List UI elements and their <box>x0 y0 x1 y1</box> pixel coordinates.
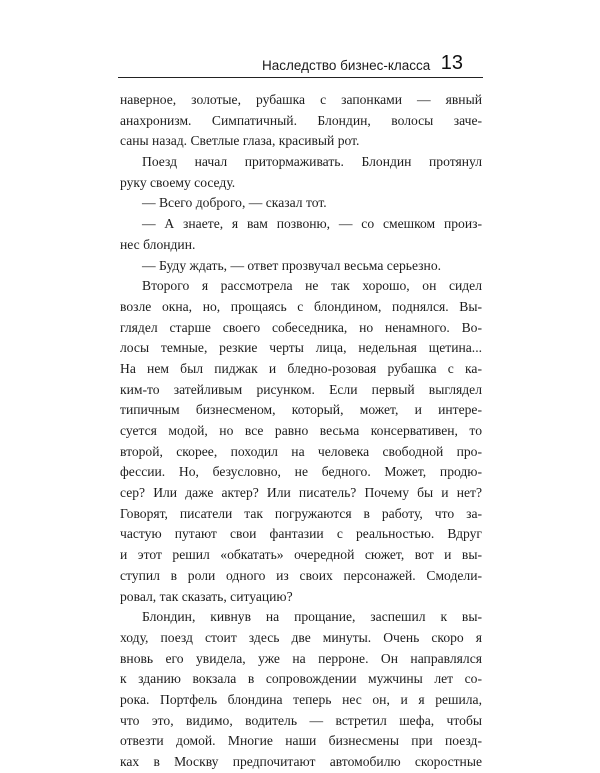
text-line: наверное, золотые, рубашка с запонками — явный <box>120 92 482 107</box>
header-rule <box>118 77 483 78</box>
text-line: ступил в роли одного из своих персонажей. Смодели- <box>120 567 482 583</box>
text-line: фессии. Но, безусловно, не бедного. Может, продю- <box>120 464 482 480</box>
text-line: отвезти домой. Многие наши бизнесмены при поезд- <box>120 733 482 749</box>
text-line: сер? Или даже актер? Или писатель? Почему бы и нет? <box>120 485 482 501</box>
text-line: Поезд начал притормаживать. Блондин протянул <box>142 154 482 170</box>
text-line: анахронизм. Симпатичный. Блондин, волосы заче- <box>120 112 482 128</box>
text-line: второй, скорее, походил на человека свободной про- <box>120 443 482 459</box>
text-line: типичным бизнесменом, который, может, и интере- <box>120 402 482 418</box>
text-line: Второго я рассмотрела не так хорошо, он сидел <box>142 278 482 294</box>
text-line: саны назад. Светлые глаза, красивый рот. <box>120 133 360 149</box>
text-line: лосы темные, резкие черты лица, недельная щетина... <box>120 340 482 356</box>
text-line: — Всего доброго, — сказал тот. <box>142 195 327 211</box>
text-line: — Буду ждать, — ответ прозвучал весьма серьезно. <box>142 257 442 273</box>
text-line: рока. Портфель блондина теперь нес он, и я решила, <box>120 691 482 707</box>
text-line: возле окна, но, прощаясь с блондином, поднялся. Вы- <box>120 298 482 314</box>
text-line: и этот решил «обкатать» очередной сюжет, вот и вы- <box>120 547 482 563</box>
body-text <box>120 90 482 773</box>
text-line: глядел старше своего собеседника, но ненамного. Во- <box>120 319 482 335</box>
text-line: Говорят, писатели так погружаются в работу, что за- <box>120 505 482 521</box>
text-line: что это, видимо, водитель — встретил шефа, чтобы <box>120 712 482 728</box>
text-line: ким-то затейливым рисунком. Если первый выглядел <box>120 381 482 397</box>
text-line: ровал, так сказать, ситуацию? <box>120 588 293 604</box>
text-line: На нем был пиджак и бледно-розовая рубашка с ка- <box>120 360 482 376</box>
text-line: вновь его увидела, уже на перроне. Он направлялся <box>120 650 482 666</box>
text-line: к зданию вокзала в сопровождении мужчины лет со- <box>120 671 482 687</box>
text-line: — А знаете, я вам позвоню, — со смешком произ- <box>142 216 482 232</box>
text-line: ходу, поезд стоит здесь две минуты. Очень скоро я <box>120 629 482 645</box>
text-line: нес блондин. <box>120 236 196 252</box>
page-number: 13 <box>440 52 463 74</box>
text-line: Блондин, кивнув на прощание, заспешил к вы- <box>142 609 482 625</box>
text-line: ках в Москву предпочитают автомобилю скоростные <box>120 754 482 769</box>
text-line: суется модой, но все равно весьма консервативен, то <box>120 423 482 438</box>
running-title: Наследство бизнес-класса <box>262 58 431 73</box>
text-line: частую путают свои фантазии с реальностью. Вдруг <box>120 526 482 542</box>
text-line: руку своему соседу. <box>120 174 236 190</box>
running-header <box>118 44 483 78</box>
